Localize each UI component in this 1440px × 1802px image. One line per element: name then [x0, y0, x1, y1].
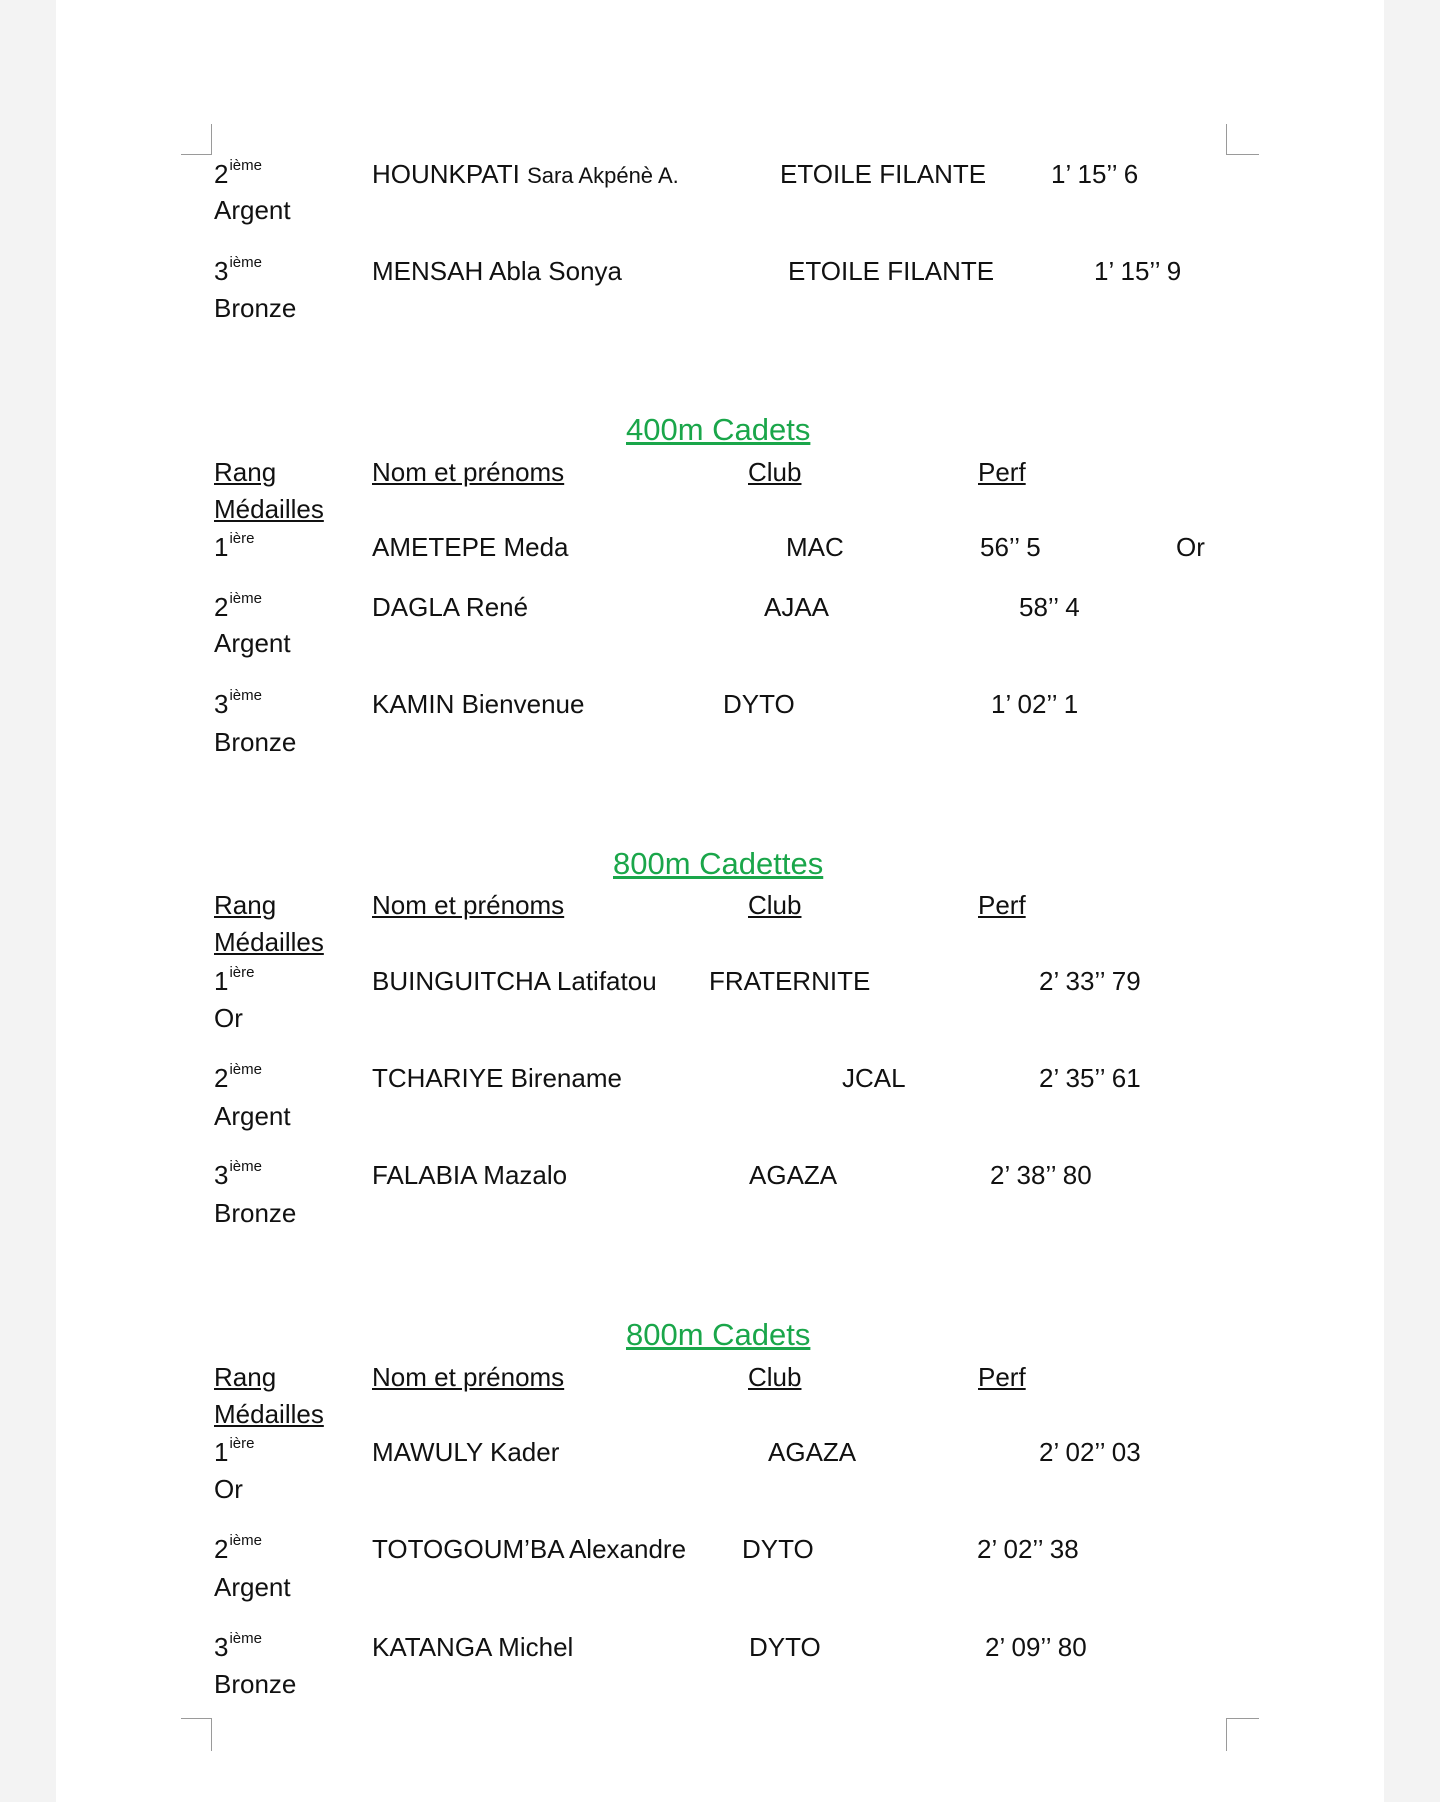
- club: DYTO: [749, 1632, 821, 1662]
- rank: $1^{ière}$: [214, 964, 255, 996]
- athlete-name: HOUNKPATI Sara Akpénè A.: [372, 159, 679, 189]
- athlete-name: FALABIA Mazalo: [372, 1160, 568, 1190]
- performance: 1’ 02’’ 1: [991, 689, 1079, 719]
- club: AGAZA: [768, 1437, 857, 1467]
- rank: 2ième: [214, 157, 262, 189]
- performance: 1’ 15’’ 9: [1094, 256, 1182, 286]
- club: DYTO: [723, 689, 795, 719]
- margin-mark-top-left: [181, 124, 212, 155]
- rank-suffix: ième: [229, 157, 262, 174]
- margin-mark-bottom-left: [181, 1718, 212, 1751]
- club: MAC: [786, 532, 844, 562]
- club: AGAZA: [749, 1160, 838, 1190]
- rank: 3ième: [214, 1158, 262, 1190]
- performance: 2’ 02’’ 38: [977, 1534, 1079, 1564]
- medal: Bronze: [214, 1669, 297, 1699]
- medal: Bronze: [214, 293, 297, 323]
- rank: 2ième: [214, 590, 262, 622]
- athlete-name: KATANGA Michel: [372, 1632, 574, 1662]
- performance: 2’ 33’’ 79: [1039, 966, 1141, 996]
- athlete-name: AMETEPE Meda: [372, 532, 569, 562]
- header-medals: Médailles: [214, 927, 324, 957]
- header-rank: Rang: [214, 1362, 277, 1392]
- club: FRATERNITE: [709, 966, 871, 996]
- header-rank: Rang: [214, 457, 277, 487]
- rank-suffix: ième: [229, 254, 262, 271]
- header-name: Nom et prénoms: [372, 457, 565, 487]
- rank-suffix: ième: [229, 1532, 262, 1549]
- header-perf: Perf: [978, 1362, 1026, 1392]
- rank-suffix: ième: [229, 1158, 262, 1175]
- medal: Or: [1176, 532, 1205, 562]
- header-club: Club: [748, 890, 802, 920]
- athlete-name: KAMIN Bienvenue: [372, 689, 585, 719]
- header-medals: Médailles: [214, 1399, 324, 1429]
- rank-suffix: ième: [229, 687, 262, 704]
- medal: Argent: [214, 1572, 291, 1602]
- document-page: [56, 0, 1384, 1802]
- club: ETOILE FILANTE: [780, 159, 987, 189]
- rank-suffix: ième: [229, 590, 262, 607]
- header-rank: Rang: [214, 890, 277, 920]
- medal: Argent: [214, 1101, 291, 1131]
- medal: Or: [214, 1474, 243, 1504]
- header-medals: Médailles: [214, 494, 324, 524]
- athlete-name: TOTOGOUM’BA Alexandre: [372, 1534, 687, 1564]
- rank-suffix: ière: [229, 530, 255, 547]
- header-perf: Perf: [978, 457, 1026, 487]
- medal: Bronze: [214, 1198, 297, 1228]
- rank: 2ième: [214, 1061, 262, 1093]
- performance: 2’ 38’’ 80: [990, 1160, 1092, 1190]
- athlete-name: MAWULY Kader: [372, 1437, 560, 1467]
- header-perf: Perf: [978, 890, 1026, 920]
- athlete-name: MENSAH Abla Sonya: [372, 256, 623, 286]
- athlete-name: DAGLA René: [372, 592, 529, 622]
- club: AJAA: [764, 592, 830, 622]
- performance: 56’’ 5: [980, 532, 1041, 562]
- section-title: 800m Cadets: [626, 1317, 811, 1352]
- rank: $1^{ière}$: [214, 1435, 255, 1467]
- rank: 3ième: [214, 1630, 262, 1662]
- rank: 3ième: [214, 254, 262, 286]
- medal: Argent: [214, 628, 291, 658]
- rank-suffix: ième: [229, 1630, 262, 1647]
- header-name: Nom et prénoms: [372, 1362, 565, 1392]
- performance: 58’’ 4: [1019, 592, 1080, 622]
- medal: Or: [214, 1003, 243, 1033]
- section-title: 800m Cadettes: [613, 846, 824, 881]
- athlete-name: BUINGUITCHA Latifatou: [372, 966, 657, 996]
- rank-suffix: ième: [229, 1061, 262, 1078]
- club: ETOILE FILANTE: [788, 256, 995, 286]
- medal: Bronze: [214, 727, 297, 757]
- header-name: Nom et prénoms: [372, 890, 565, 920]
- performance: 2’ 35’’ 61: [1039, 1063, 1141, 1093]
- medal: Argent: [214, 195, 291, 225]
- header-club: Club: [748, 1362, 802, 1392]
- margin-mark-bottom-right: [1226, 1718, 1259, 1751]
- performance: 2’ 02’’ 03: [1039, 1437, 1141, 1467]
- rank: 2ième: [214, 1532, 262, 1564]
- header-club: Club: [748, 457, 802, 487]
- performance: 1’ 15’’ 6: [1051, 159, 1139, 189]
- rank-suffix: ière: [229, 964, 255, 981]
- club: DYTO: [742, 1534, 814, 1564]
- rank: 3ième: [214, 687, 262, 719]
- club: JCAL: [842, 1063, 906, 1093]
- performance: 2’ 09’’ 80: [985, 1632, 1087, 1662]
- margin-mark-top-right: [1226, 124, 1259, 155]
- section-title: 400m Cadets: [626, 412, 811, 447]
- athlete-name: TCHARIYE Birename: [372, 1063, 622, 1093]
- rank-suffix: ière: [229, 1435, 255, 1452]
- rank: $1^{ière}$: [214, 530, 255, 562]
